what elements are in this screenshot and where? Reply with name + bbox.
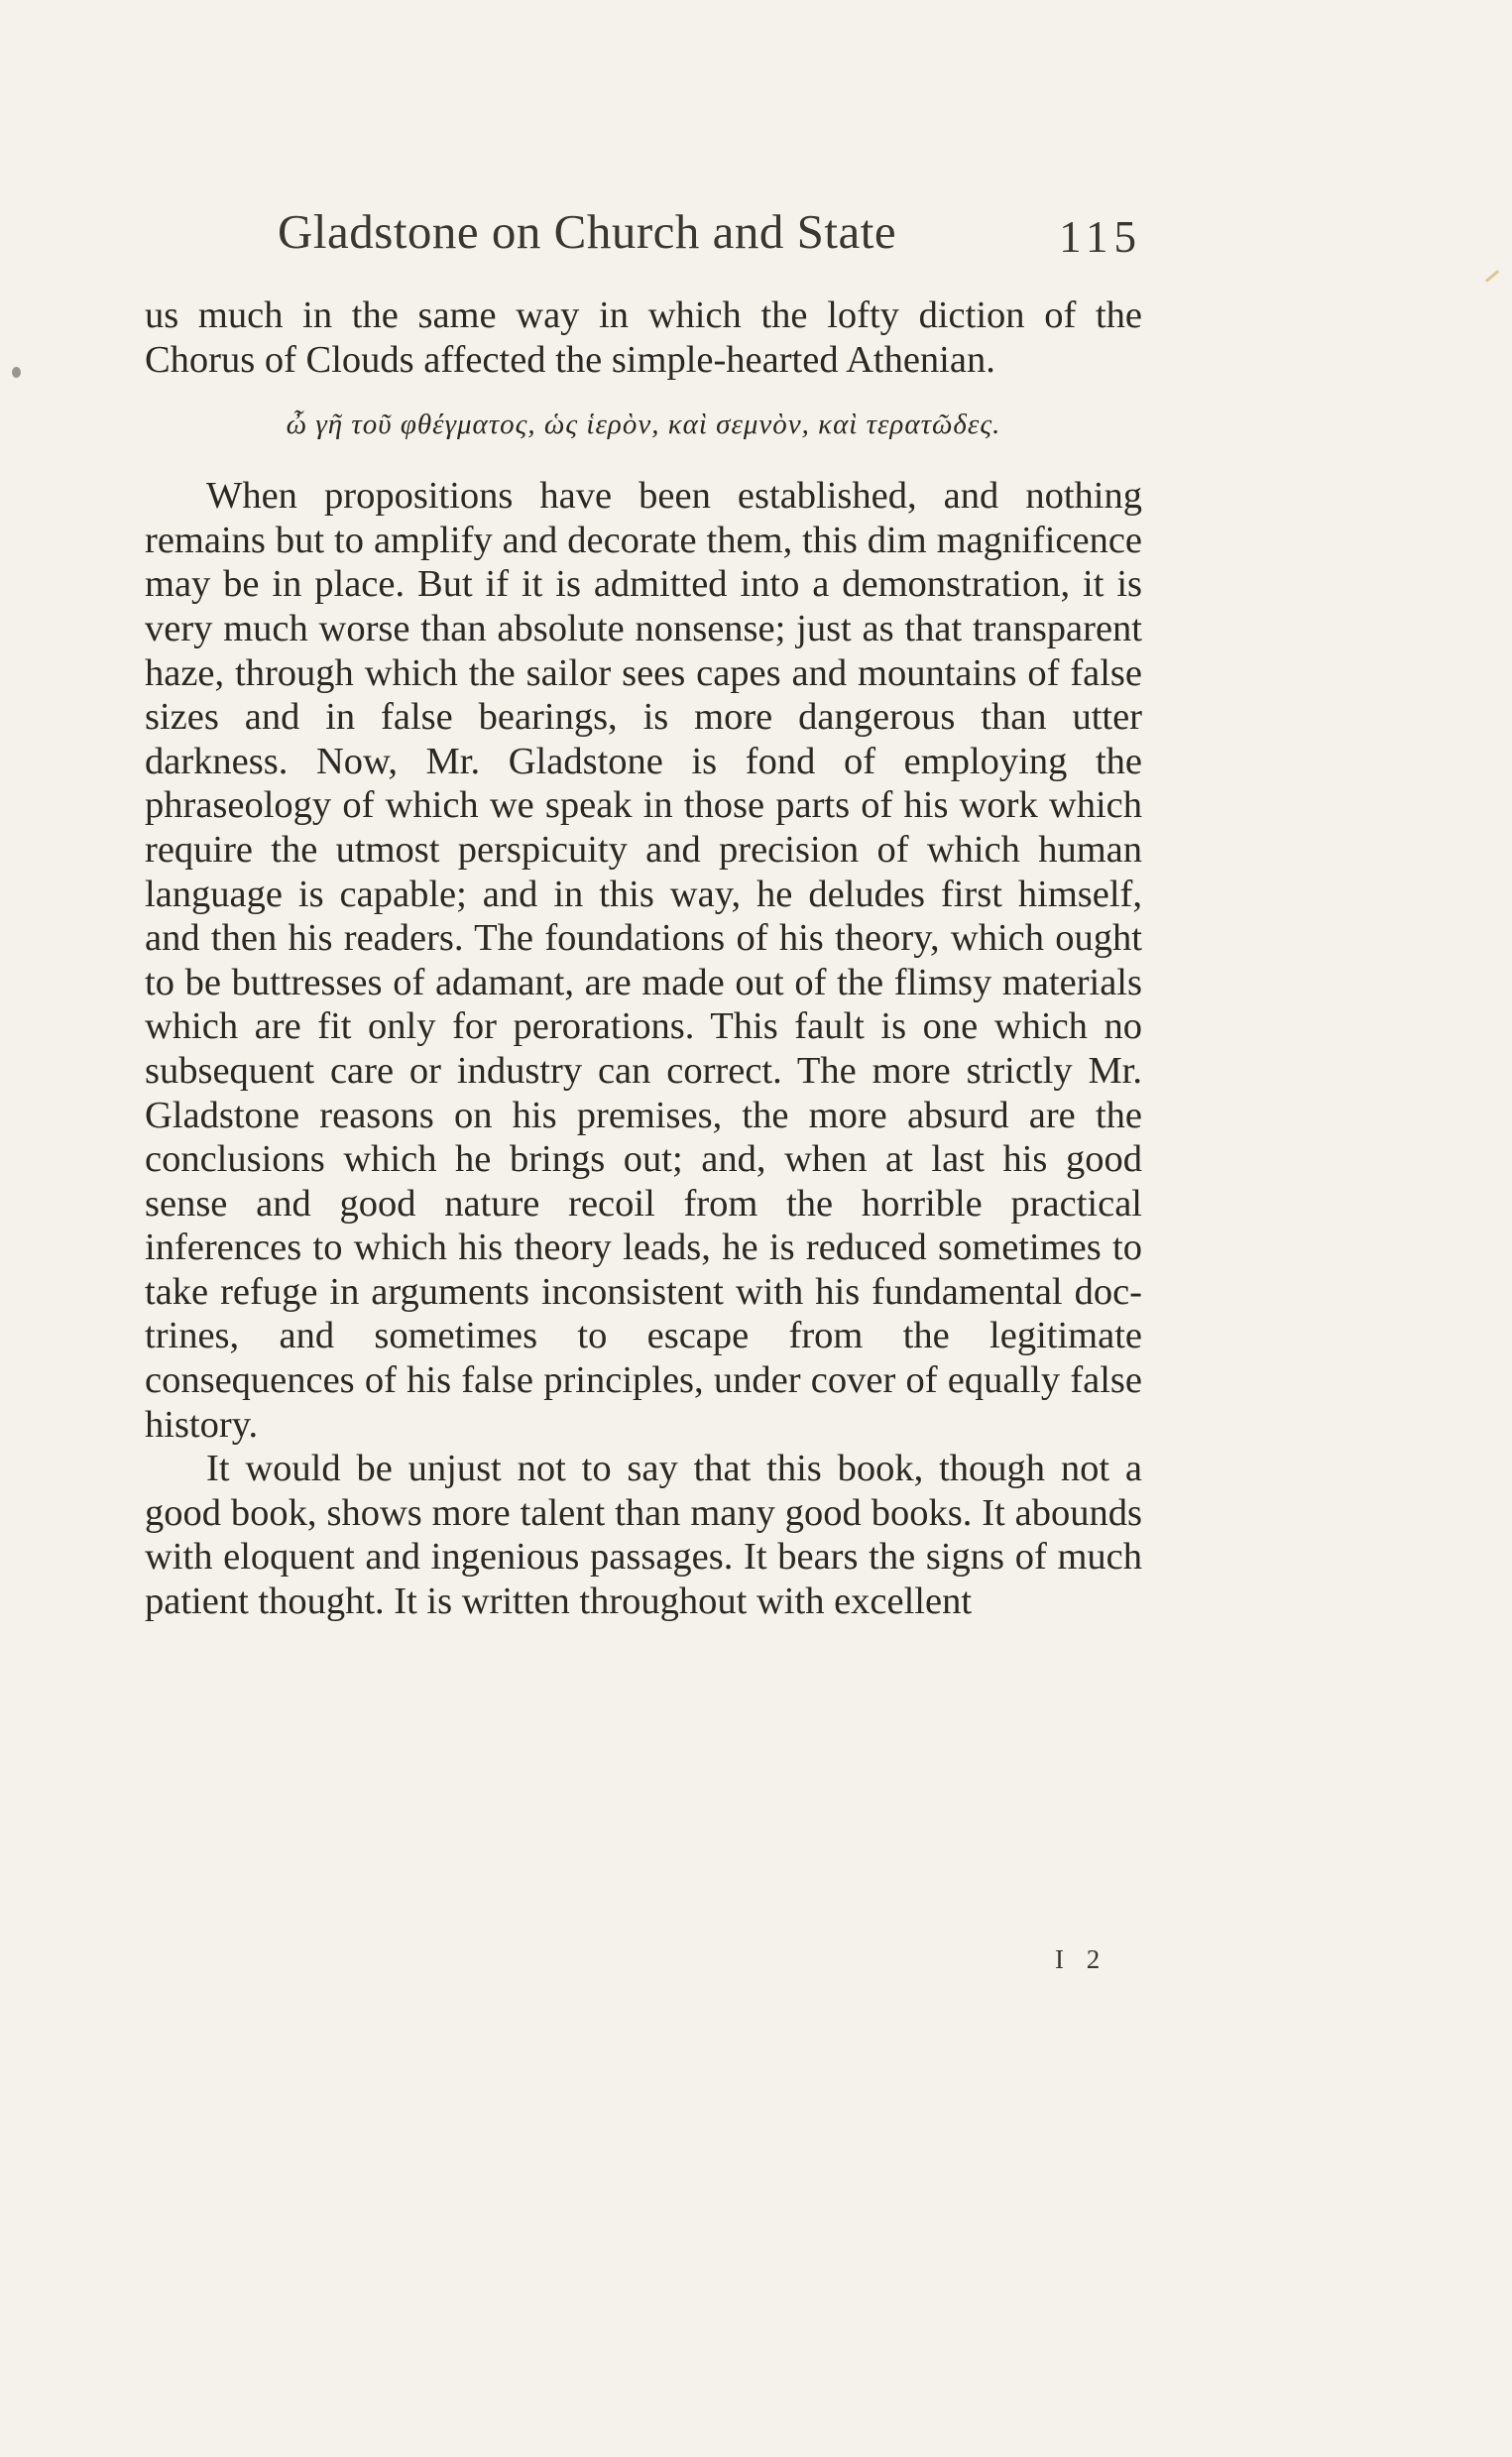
paragraph: When propositions have been established, and nothing remains but to amplify and decorate them, this dim magnificence may be in place. But if it is admitted into a demonstration, it is very much worse than absolute nonsense; just as that transparent haze, through which the sailor sees capes and mountains of false sizes and in false bearings, is more dangerous than utter darkness. Now, Mr. Gladstone is fond of employing the phraseology of which we speak in those parts of his work which require the utmost perspicuity and precision of which human language is capable; and in this way, he deludes first himself, and then his readers. The foundations of his theory, which ought to be buttresses of adamant, are made out of the flimsy materials which are fit only for perorations. This fault is one which no subsequent care or industry can correct. The more strictly Mr. Gladstone reasons on his premises, the more absurd are the conclusions which he brings out; and, when at last his good sense and good nature recoil from the horrible practical inferences to which his theory leads, he is reduced sometimes to take refuge in arguments inconsistent with his fundamental doctrines, and sometimes to escape from the legitimate consequences of his false principles, under cover of equally false history. [145, 475, 1142, 1446]
running-head [278, 203, 1142, 273]
paragraph: It would be unjust not to say that this book, though not a good book, shows more talent than many good books. It abounds with eloquent and ingenious passages. It bears the signs of much patient thought. It is written throughout with excellent [145, 1448, 1142, 1623]
page-number: 115 [1059, 212, 1142, 262]
signature-mark: I 2 [1055, 1944, 1108, 1974]
edge-mark [1485, 270, 1499, 283]
greek-quotation: ὦ γῆ τοῦ φθέγματος, ὡς ἱερὸν, καὶ σεμνὸν, καὶ τερατῶδες. [286, 409, 1001, 441]
paragraph-continued: us much in the same way in which the lofty diction of the Chorus of Clouds affected the simple-hearted Athenian. [145, 294, 1142, 381]
margin-blot [12, 367, 21, 378]
running-title: Gladstone on Church and State [278, 204, 897, 259]
text-block [145, 293, 1142, 1624]
